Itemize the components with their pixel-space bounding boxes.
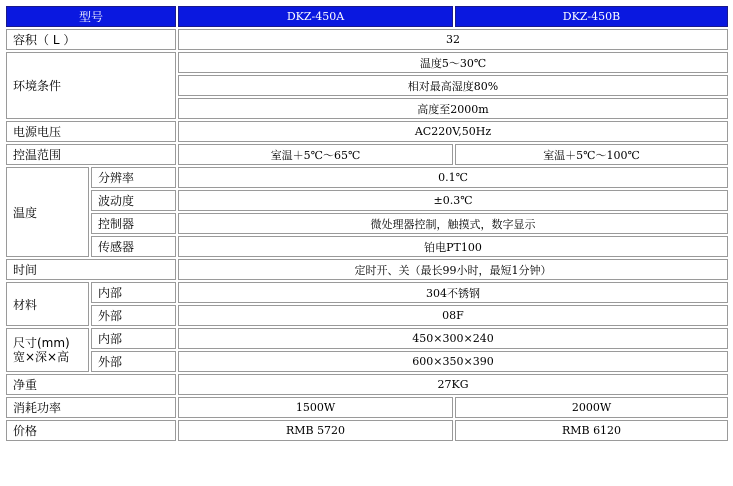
sensor-value: 铂电PT100 xyxy=(178,236,728,257)
power-row xyxy=(6,121,728,142)
power-consumption-row xyxy=(6,397,728,418)
temp-range-b: 室温＋5℃～100℃ xyxy=(455,144,728,165)
temperature-controller-row xyxy=(6,213,728,234)
temperature-fluctuation-row xyxy=(6,190,728,211)
temperature-sensor-row xyxy=(6,236,728,257)
material-inner-row xyxy=(6,282,728,303)
environment-row-1 xyxy=(6,52,728,73)
power-label: 电源电压 xyxy=(6,121,176,142)
power-consumption-b: 2000W xyxy=(455,397,728,418)
header-model-label: 型号 xyxy=(6,6,176,27)
header-model-b: DKZ-450B xyxy=(455,6,728,27)
size-label-line2: 宽×深×高 xyxy=(13,350,70,364)
controller-label: 控制器 xyxy=(91,213,176,234)
fluctuation-label: 波动度 xyxy=(91,190,176,211)
environment-label: 环境条件 xyxy=(6,52,176,119)
temp-range-a: 室温＋5℃～65℃ xyxy=(178,144,453,165)
header-row xyxy=(6,6,728,27)
time-row xyxy=(6,259,728,280)
capacity-value: 32 xyxy=(178,29,728,50)
controller-value: 微处理器控制，触摸式，数字显示 xyxy=(178,213,728,234)
environment-altitude: 高度至2000m xyxy=(178,98,728,119)
size-outer-label: 外部 xyxy=(91,351,176,372)
material-label: 材料 xyxy=(6,282,89,326)
temperature-label: 温度 xyxy=(6,167,89,257)
sensor-label: 传感器 xyxy=(91,236,176,257)
size-outer-row xyxy=(6,351,728,372)
price-b: RMB 6120 xyxy=(455,420,728,441)
temp-range-row xyxy=(6,144,728,165)
time-label: 时间 xyxy=(6,259,176,280)
weight-row xyxy=(6,374,728,395)
price-label: 价格 xyxy=(6,420,176,441)
size-inner-label: 内部 xyxy=(91,328,176,349)
size-label xyxy=(6,328,89,372)
price-row xyxy=(6,420,728,441)
temp-range-label: 控温范围 xyxy=(6,144,176,165)
price-a: RMB 5720 xyxy=(178,420,453,441)
weight-value: 27KG xyxy=(178,374,728,395)
size-inner-row xyxy=(6,328,728,349)
power-consumption-a: 1500W xyxy=(178,397,453,418)
environment-humidity: 相对最高湿度80% xyxy=(178,75,728,96)
capacity-row xyxy=(6,29,728,50)
time-value: 定时开、关（最长99小时，最短1分钟） xyxy=(178,259,728,280)
material-outer-value: 08F xyxy=(178,305,728,326)
material-inner-label: 内部 xyxy=(91,282,176,303)
material-outer-row xyxy=(6,305,728,326)
spec-table xyxy=(4,4,730,443)
fluctuation-value: ±0.3℃ xyxy=(178,190,728,211)
size-inner-value: 450×300×240 xyxy=(178,328,728,349)
power-value: AC220V,50Hz xyxy=(178,121,728,142)
weight-label: 净重 xyxy=(6,374,176,395)
size-outer-value: 600×350×390 xyxy=(178,351,728,372)
capacity-label: 容积（ L ） xyxy=(6,29,176,50)
size-label-line1: 尺寸(mm) xyxy=(13,336,70,350)
temperature-resolution-row xyxy=(6,167,728,188)
resolution-label: 分辨率 xyxy=(91,167,176,188)
material-inner-value: 304不锈钢 xyxy=(178,282,728,303)
environment-temp: 温度5～30℃ xyxy=(178,52,728,73)
resolution-value: 0.1℃ xyxy=(178,167,728,188)
header-model-a: DKZ-450A xyxy=(178,6,453,27)
power-consumption-label: 消耗功率 xyxy=(6,397,176,418)
material-outer-label: 外部 xyxy=(91,305,176,326)
